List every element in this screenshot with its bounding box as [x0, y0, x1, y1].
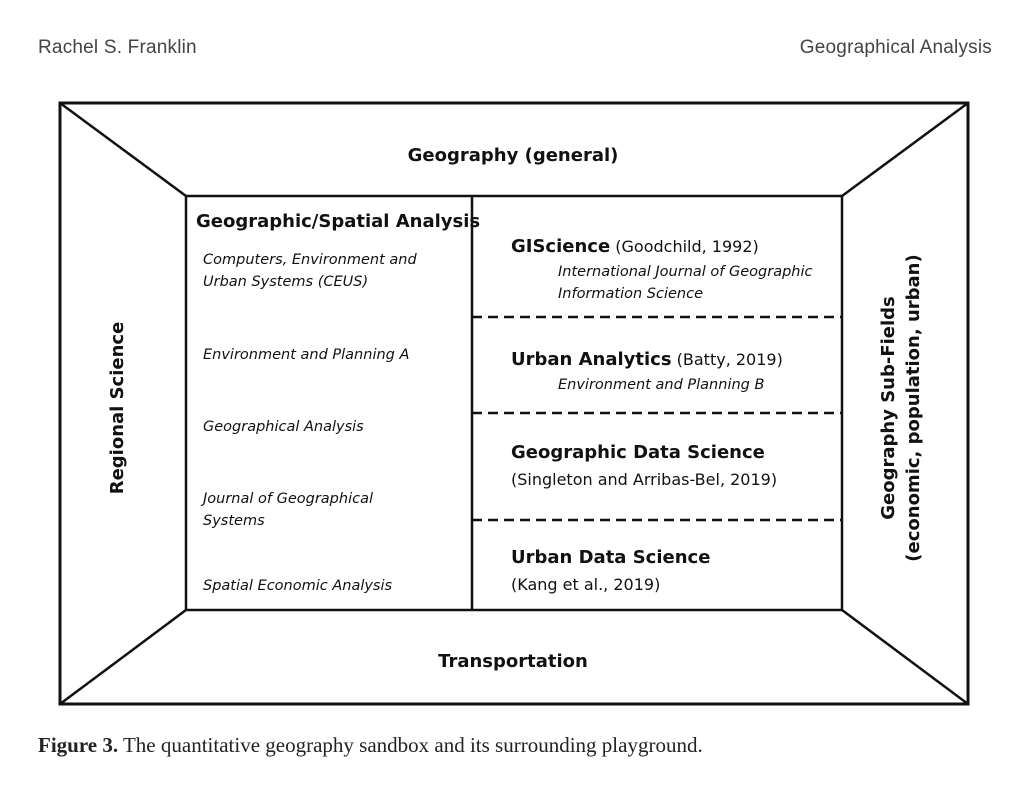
- figure-caption: [38, 733, 703, 758]
- corner-line-top-left: [60, 103, 186, 196]
- figure-caption-label: Figure 3.: [38, 733, 119, 757]
- running-head-journal: Geographical Analysis: [799, 37, 992, 58]
- right-entry-journal: Information Science: [558, 286, 704, 302]
- right-entry-heading: [511, 442, 765, 463]
- right-entry-title: Geographic Data Science: [511, 442, 765, 463]
- right-entry-journal: International Journal of Geographic: [558, 264, 813, 280]
- corner-line-top-right: [842, 103, 968, 196]
- corner-line-bottom-left: [60, 610, 186, 704]
- left-journal-title: Environment and Planning A: [203, 347, 410, 363]
- left-journal-title: Spatial Economic Analysis: [203, 578, 393, 594]
- label-transportation: Transportation: [438, 651, 588, 672]
- right-entry-citation: (Kang et al., 2019): [511, 575, 661, 594]
- figure-caption-text: The quantitative geography sandbox and its surrounding playground.: [122, 733, 703, 757]
- right-entry-title: Urban Analytics: [511, 349, 672, 370]
- corner-line-bottom-right: [842, 610, 968, 704]
- left-journal-title: Urban Systems (CEUS): [203, 274, 369, 290]
- running-head-author: Rachel S. Franklin: [38, 37, 197, 58]
- label-regional-science: Regional Science: [107, 321, 128, 495]
- right-entry-journal: Environment and Planning B: [558, 377, 765, 393]
- right-entry-title: GIScience: [511, 236, 611, 257]
- right-entry-heading: [511, 236, 759, 257]
- left-journal-title: Systems: [203, 513, 265, 529]
- left-journal-title: Computers, Environment and: [203, 252, 417, 268]
- right-entry-heading: [511, 547, 710, 568]
- left-journal-title: Geographical Analysis: [203, 419, 364, 435]
- label-geography-general: Geography (general): [407, 145, 619, 166]
- label-geography-subfields: Geography Sub-Fields: [878, 296, 899, 520]
- right-entry-title: Urban Data Science: [511, 547, 711, 568]
- right-entry-heading: [511, 349, 783, 370]
- left-journal-title: Journal of Geographical: [203, 491, 373, 507]
- right-entry-citation: (Goodchild, 1992): [610, 237, 759, 256]
- right-entry-citation: (Batty, 2019): [671, 350, 783, 369]
- right-entry-list: [511, 236, 813, 594]
- outer-frame: [60, 103, 968, 704]
- left-column-heading: Geographic/Spatial Analysis: [196, 211, 481, 232]
- left-journal-list: [200, 252, 417, 594]
- label-geography-subfields-detail: (economic, population, urban): [903, 254, 924, 562]
- right-entry-citation: (Singleton and Arribas-Bel, 2019): [511, 470, 778, 489]
